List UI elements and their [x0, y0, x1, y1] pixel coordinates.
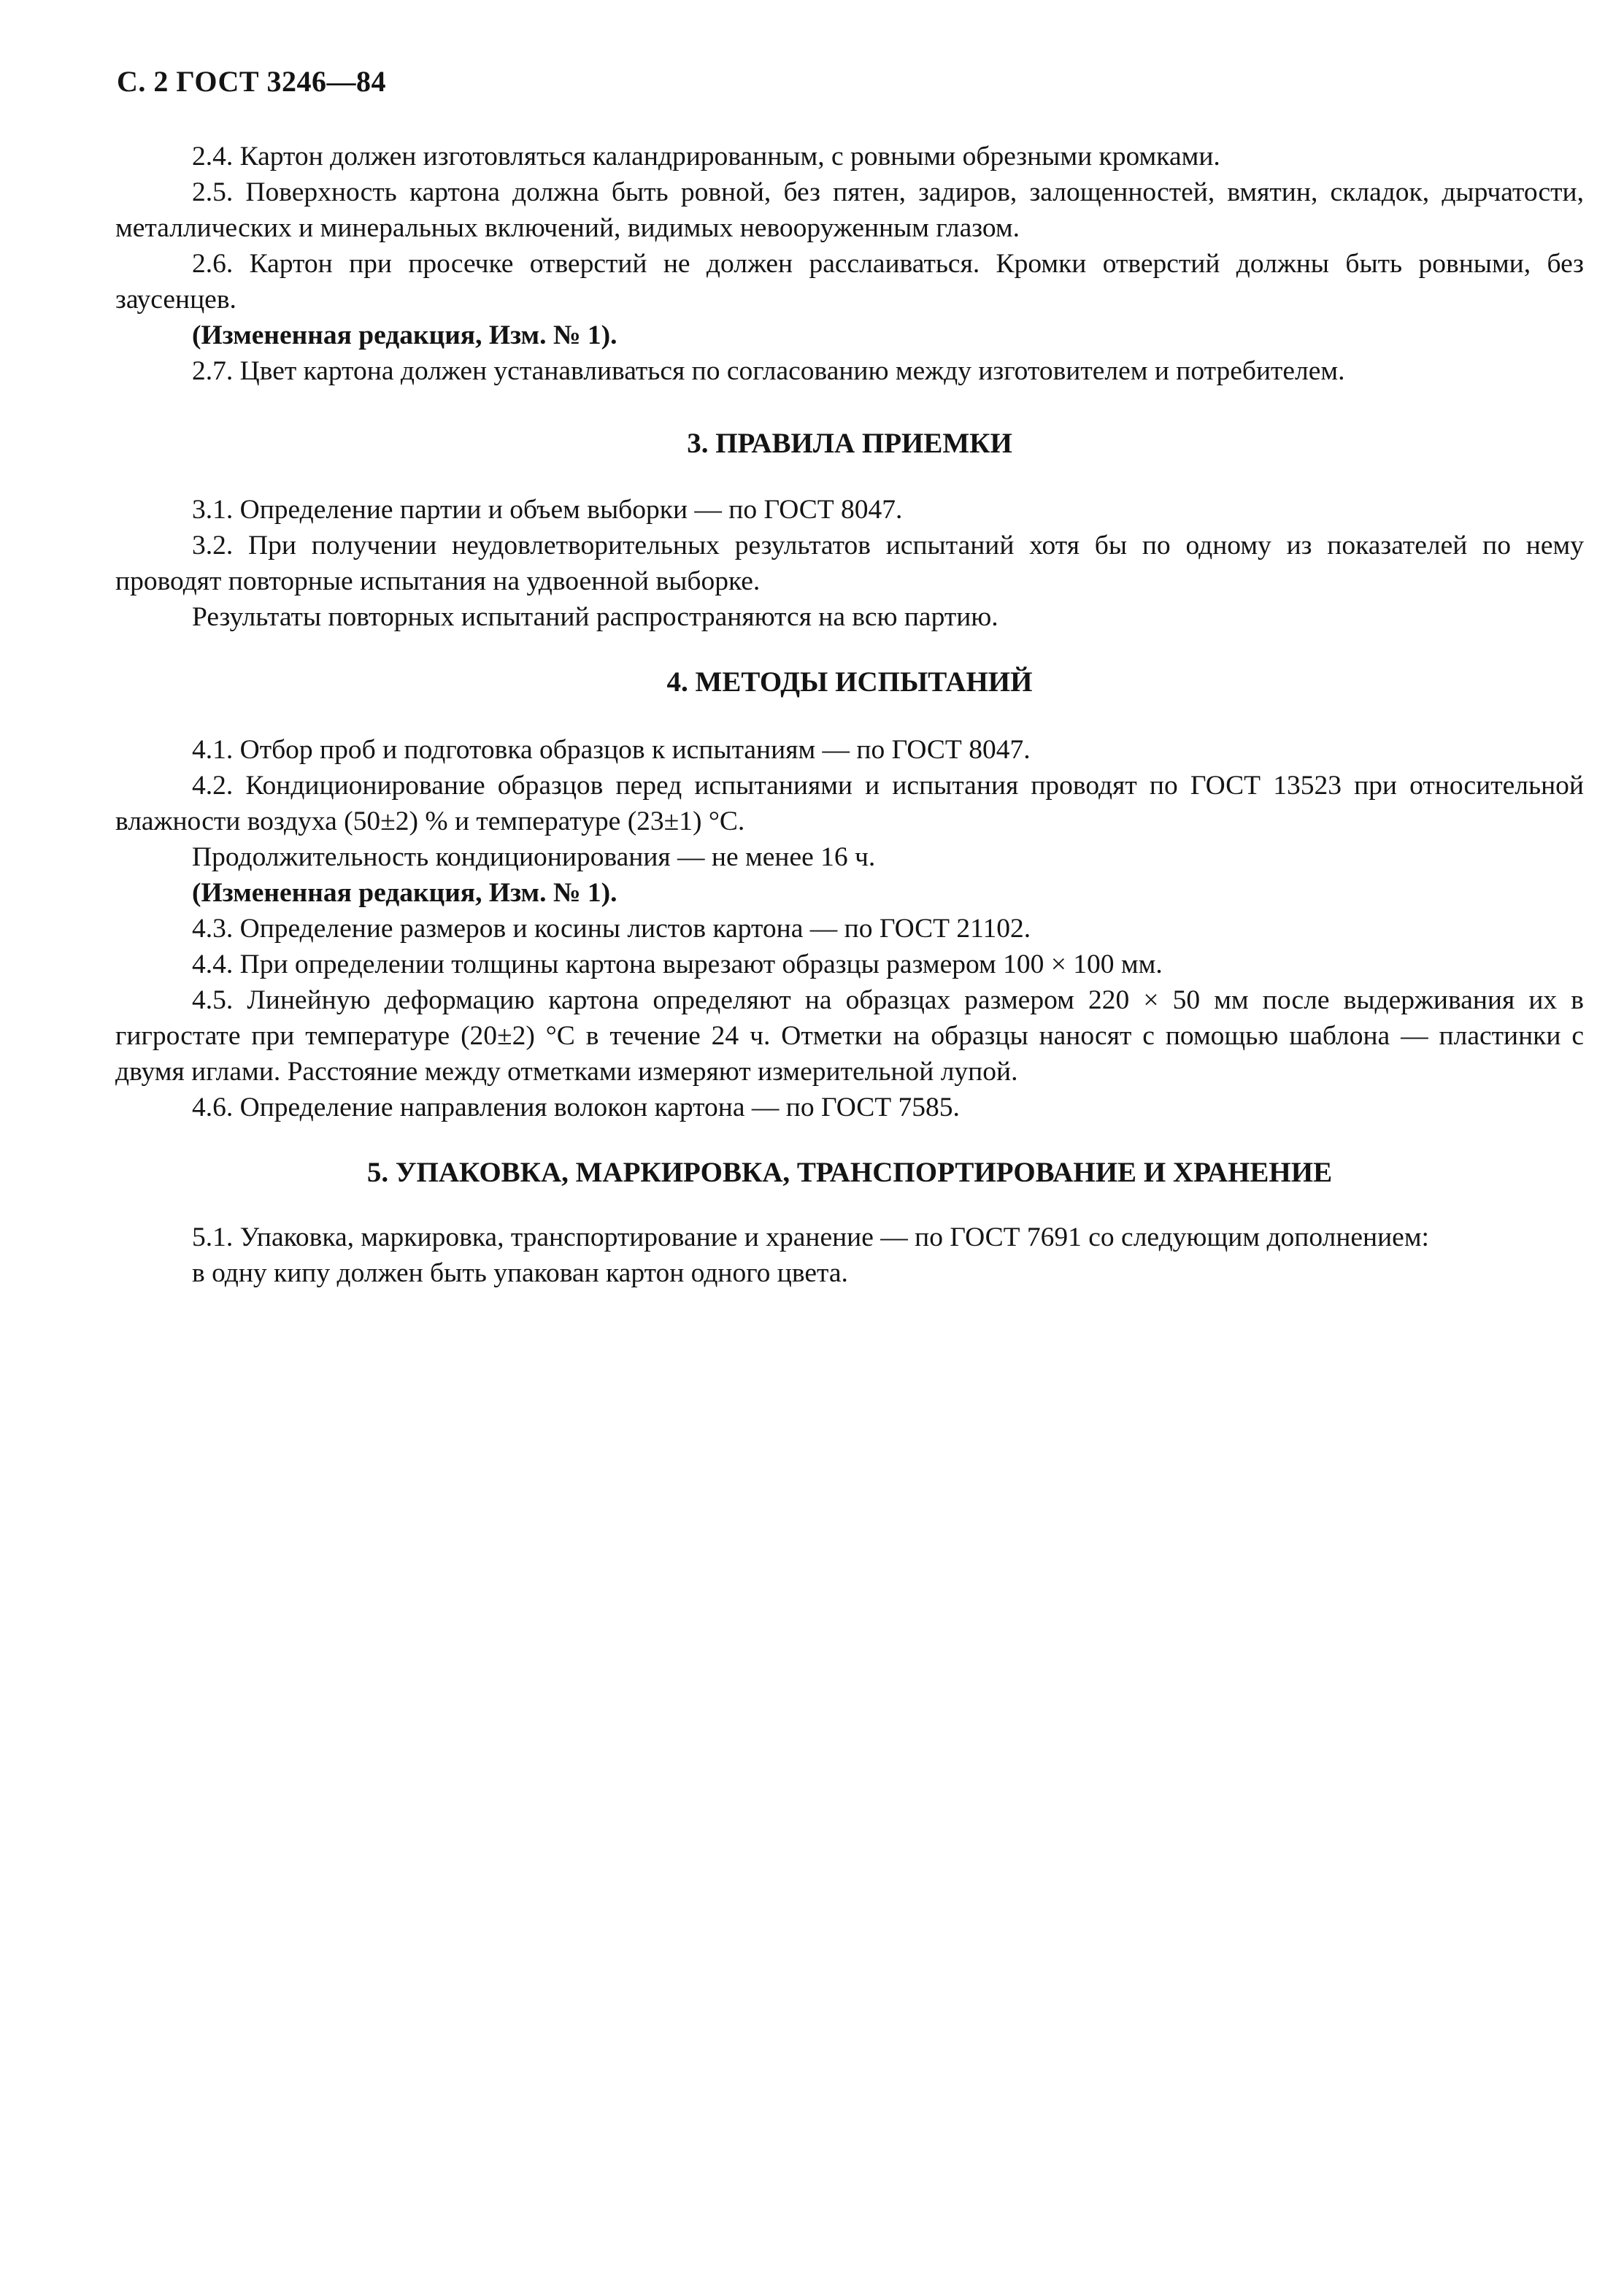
clause-3-2: 3.2. При получении неудовлетворительных результатов испытаний хотя бы по одному из показателей по нему проводят повторные испытания на удвоенной выборке. — [115, 531, 1584, 596]
amendment-note: (Измененная редакция, Изм. № 1). — [192, 878, 617, 908]
clause-4-2: 4.2. Кондиционирование образцов перед испытаниями и испытания проводят по ГОСТ 13523 при относительной влажности воздуха (50±2) % и температуре (23±1) °С. — [115, 771, 1584, 836]
clause-2-5: 2.5. Поверхность картона должна быть ровной, без пятен, задиров, залощенностей, вмятин, складок, дырчатости, металлических и минеральных включений, видимых невооруженным глазом. — [115, 177, 1584, 243]
document-body — [115, 139, 1584, 1291]
amendment-note: (Измененная редакция, Изм. № 1). — [192, 320, 617, 350]
clause-5-1: 5.1. Упаковка, маркировка, транспортирование и хранение — по ГОСТ 7691 со следующим дополнением: — [192, 1222, 1429, 1252]
clause-4-3: 4.3. Определение размеров и косины листов картона — по ГОСТ 21102. — [192, 914, 1031, 944]
clause-4-1: 4.1. Отбор проб и подготовка образцов к испытаниям — по ГОСТ 8047. — [192, 735, 1031, 765]
clause-4-2-continuation: Продолжительность кондиционирования — не менее 16 ч. — [192, 842, 876, 872]
clause-2-4: 2.4. Картон должен изготовляться каландрированным, с ровными обрезными кромками. — [192, 142, 1220, 172]
running-header: С. 2 ГОСТ 3246—84 — [117, 65, 387, 98]
section-5-heading: 5. УПАКОВКА, МАРКИРОВКА, ТРАНСПОРТИРОВАНИЕ И ХРАНЕНИЕ — [366, 1157, 1333, 1188]
clause-3-2-continuation: Результаты повторных испытаний распространяются на всю партию. — [192, 602, 998, 632]
clause-2-7: 2.7. Цвет картона должен устанавливаться по согласованию между изготовителем и потребителем. — [192, 356, 1345, 386]
clause-4-5: 4.5. Линейную деформацию картона определяют на образцах размером 220 × 50 мм после выдерживания их в гигростате при температуре (20±2) °С в течение 24 ч. Отметки на образцы наносят с помощью шаблона — пластинки с двумя иглами. Расстояние между отметками измеряют измерительной лупой. — [115, 985, 1584, 1087]
clause-2-6: 2.6. Картон при просечке отверстий не должен расслаиваться. Кромки отверстий должны быть ровными, без заусенцев. — [115, 249, 1584, 315]
clause-3-1: 3.1. Определение партии и объем выборки — по ГОСТ 8047. — [192, 495, 903, 525]
clause-4-6: 4.6. Определение направления волокон картона — по ГОСТ 7585. — [192, 1093, 960, 1122]
section-3-heading: 3. ПРАВИЛА ПРИЕМКИ — [687, 428, 1012, 459]
clause-5-1-continuation: в одну кипу должен быть упакован картон одного цвета. — [192, 1258, 848, 1288]
section-4-heading: 4. МЕТОДЫ ИСПЫТАНИЙ — [666, 666, 1033, 698]
clause-4-4: 4.4. При определении толщины картона вырезают образцы размером 100 × 100 мм. — [192, 949, 1163, 979]
